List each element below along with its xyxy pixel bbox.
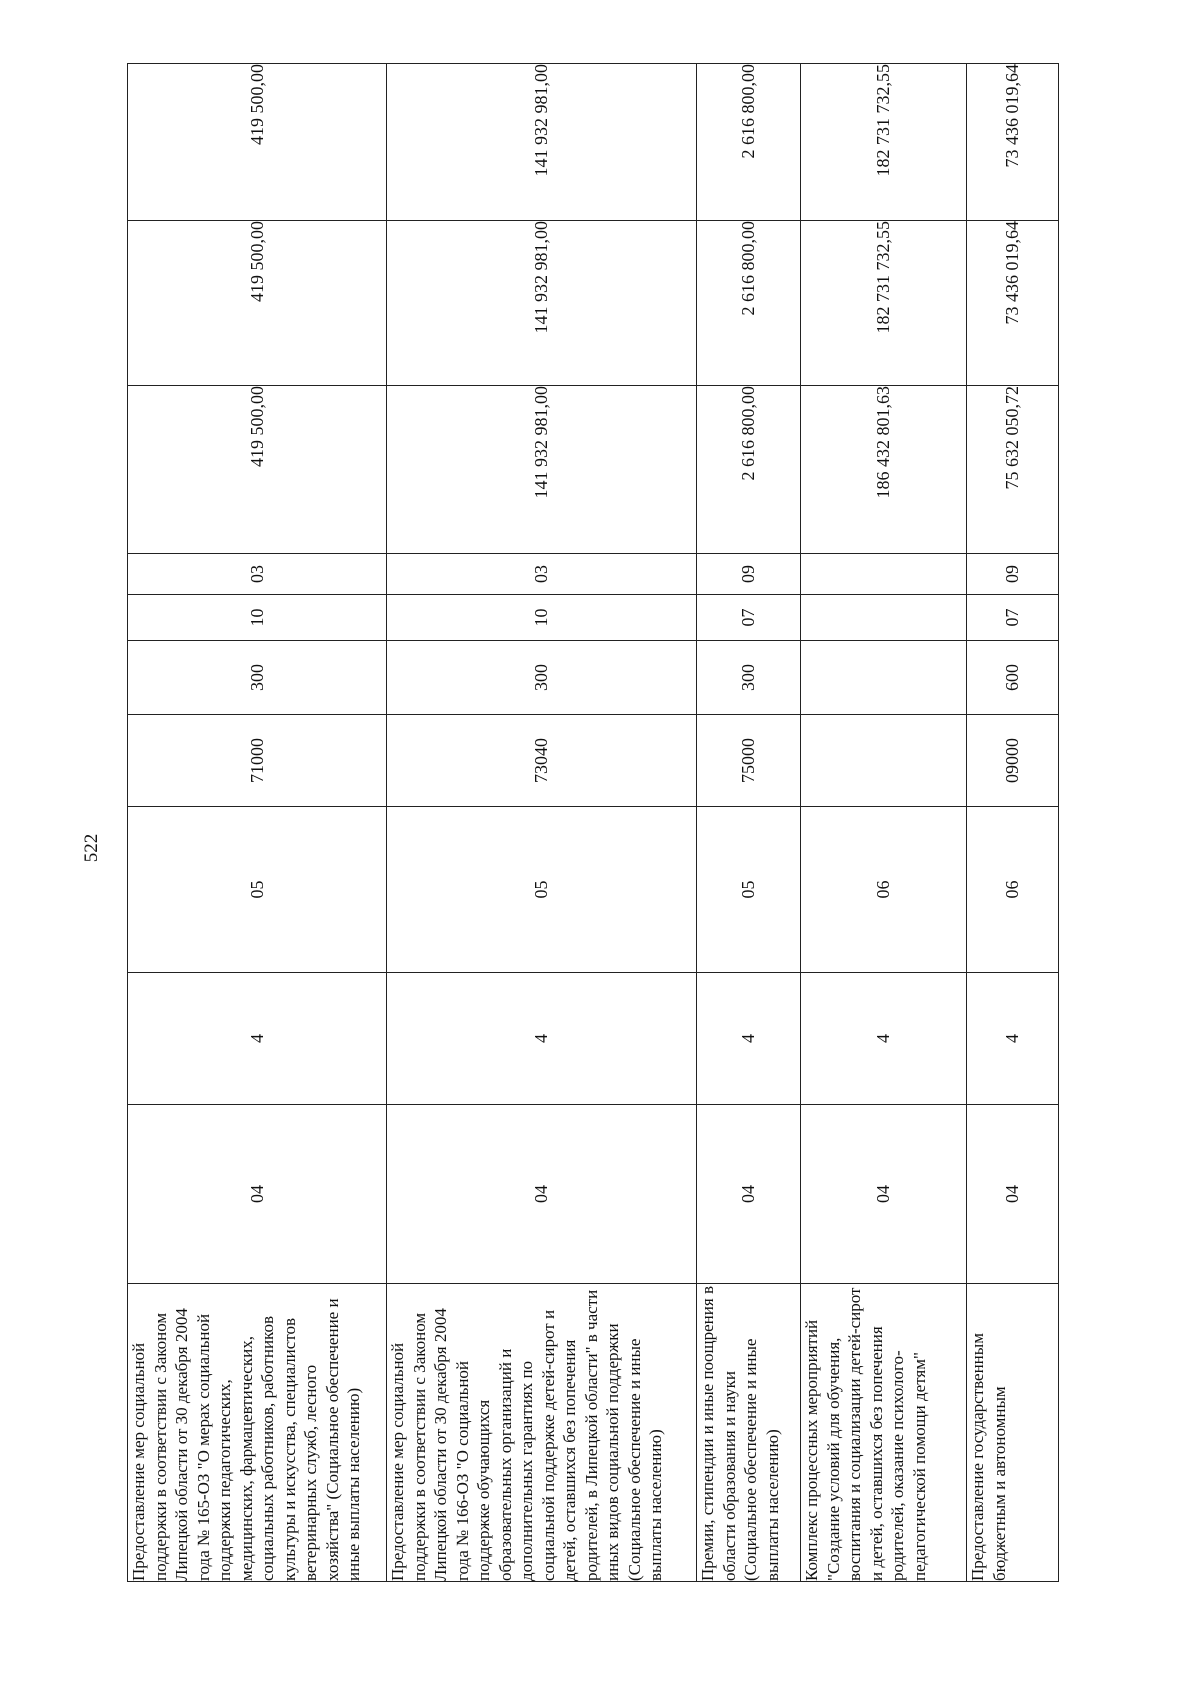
amount-1-cell: 75 632 050,72 [967,386,1059,554]
rotated-table-container [127,64,1058,1582]
amount-2-cell: 73 436 019,64 [967,221,1059,386]
code-e-cell: 300 [128,641,387,715]
section-cell: 07 [967,595,1059,641]
amount-1-cell: 141 932 981,00 [387,386,697,554]
section-cell: 10 [387,595,697,641]
section-cell: 07 [697,595,801,641]
amount-2-cell: 419 500,00 [128,221,387,386]
amount-1-cell: 2 616 800,00 [697,386,801,554]
code-d-cell: 75000 [697,715,801,807]
code-a-cell: 04 [697,1105,801,1284]
table-row [697,64,801,1582]
table-row [801,64,967,1582]
code-a-cell: 04 [387,1105,697,1284]
subsection-cell: 09 [967,554,1059,595]
subsection-cell: 09 [697,554,801,595]
code-a-cell: 04 [801,1105,967,1284]
code-c-cell: 06 [967,807,1059,973]
table-row [387,64,697,1582]
row-description: Комплекс процессных мероприятий "Создание условий для обучения, воспитания и социализации детей-сирот и детей, оставшихся без попечения родителей, оказание психолого-педагогической помощи детям" [801,1284,967,1582]
amount-3-cell: 2 616 800,00 [697,64,801,221]
amount-3-cell: 141 932 981,00 [387,64,697,221]
row-description: Премии, стипендии и иные поощрения в области образования и науки (Социальное обеспечение и иные выплаты населению) [697,1284,801,1582]
amount-2-cell: 141 932 981,00 [387,221,697,386]
row-description: Предоставление мер социальной поддержки в соответствии с Законом Липецкой области от 30 декабря 2004 года № 166-ОЗ "О социальной поддержке обучающихся образовательных организаций и дополнительных гарантиях по социальной поддержке детей-сирот и детей, оставшихся без попечения родителей, в Липецкой области" в части иных видов социальной поддержки (Социальное обеспечение и иные выплаты населению) [387,1284,697,1582]
code-b-cell: 4 [387,973,697,1105]
code-c-cell: 06 [801,807,967,973]
section-cell: 10 [128,595,387,641]
section-cell [801,595,967,641]
table-row [967,64,1059,1582]
code-a-cell: 04 [967,1105,1059,1284]
row-description: Предоставление государственным бюджетным и автономным [967,1284,1059,1582]
budget-table [127,63,1059,1582]
amount-3-cell: 73 436 019,64 [967,64,1059,221]
code-d-cell: 71000 [128,715,387,807]
code-e-cell: 300 [697,641,801,715]
table-row [128,64,387,1582]
code-c-cell: 05 [387,807,697,973]
amount-1-cell: 186 432 801,63 [801,386,967,554]
code-c-cell: 05 [128,807,387,973]
code-c-cell: 05 [697,807,801,973]
code-a-cell: 04 [128,1105,387,1284]
subsection-cell: 03 [128,554,387,595]
subsection-cell [801,554,967,595]
amount-2-cell: 2 616 800,00 [697,221,801,386]
code-d-cell: 73040 [387,715,697,807]
code-e-cell: 300 [387,641,697,715]
subsection-cell: 03 [387,554,697,595]
code-e-cell [801,641,967,715]
amount-3-cell: 182 731 732,55 [801,64,967,221]
code-d-cell [801,715,967,807]
row-description: Предоставление мер социальной поддержки в соответствии с Законом Липецкой области от 30 декабря 2004 года № 165-ОЗ "О мерах социальной поддержки педагогических, медицинских, фармацевтических, социальных работников, работников культуры и искусства, специалистов ветеринарных служб, лесного хозяйства" (Социальное обеспечение и иные выплаты населению) [128,1284,387,1582]
code-b-cell: 4 [967,973,1059,1105]
code-b-cell: 4 [697,973,801,1105]
amount-2-cell: 182 731 732,55 [801,221,967,386]
code-e-cell: 600 [967,641,1059,715]
code-d-cell: 09000 [967,715,1059,807]
amount-1-cell: 419 500,00 [128,386,387,554]
page-number: 522 [81,833,102,863]
code-b-cell: 4 [128,973,387,1105]
code-b-cell: 4 [801,973,967,1105]
amount-3-cell: 419 500,00 [128,64,387,221]
